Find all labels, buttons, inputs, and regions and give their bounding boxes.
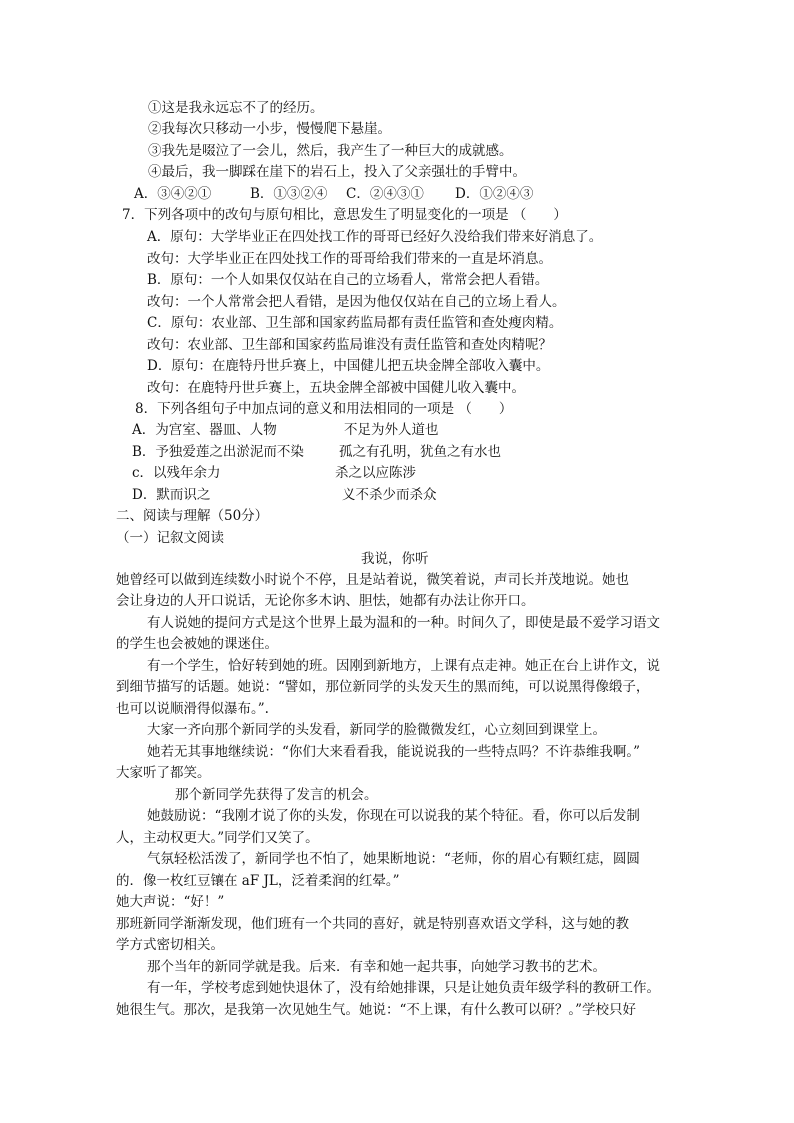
q7-a-original: A．原句：大学毕业正在四处找工作的哥哥已经好久没给我们带来好消息了。 <box>147 229 603 245</box>
q6-option-c: C．②④③① <box>346 186 424 202</box>
passage-line: 那班新同学渐渐发现，他们班有一个共同的喜好，就是特别喜欢语文学科，这与她的教 <box>116 916 629 932</box>
q7-a-revised: 改句：大学毕业正在四处找工作的哥哥给我们带来的一直是坏消息。 <box>147 251 552 267</box>
q6-sentence-1: ①这是我永远忘不了的经历。 <box>148 100 324 116</box>
q8-d-right: 义不杀少而杀众 <box>342 487 437 503</box>
passage-title: 我说，你听 <box>361 551 429 567</box>
passage-line: 的．像一枚红豆镶在 aF JL，泛着柔润的红晕。” <box>116 873 400 889</box>
passage-line: 那个新同学先获得了发言的机会。 <box>175 787 378 803</box>
passage-line: 她鼓励说：“我刚才说了你的头发，你现在可以说我的某个特征。看，你可以后发制 <box>147 808 640 824</box>
passage-line: 有一年，学校考虑到她快退休了，没有给她排课，只是让她负责年级学科的教研工作。 <box>147 980 660 996</box>
q7-d-original: D．原句：在鹿特丹世乒赛上，中国健儿把五块金牌全部收入囊中。 <box>147 358 550 374</box>
passage-line: 大家听了都笑。 <box>116 765 211 781</box>
q8-a-right: 不足为外人道也 <box>344 422 439 438</box>
subsection-heading: （一）记叙文阅读 <box>116 530 224 546</box>
q7-stem: 7．下列各项中的改句与原句相比，意思发生了明显变化的一项是 （ ） <box>122 207 567 223</box>
passage-line: 人，主动权更大。”同学们又笑了。 <box>116 830 319 846</box>
passage-line: 有一个学生，恰好转到她的班。因刚到新地方，上课有点走神。她正在台上讲作文，说 <box>147 658 660 674</box>
passage-line: 学方式密切相关。 <box>116 937 224 953</box>
q8-b-right: 孤之有孔明，犹鱼之有水也 <box>339 444 501 460</box>
passage-line: 那个当年的新同学就是我。后来．有幸和她一起共事，向她学习教书的艺术。 <box>147 959 606 975</box>
passage-line: 她大声说：“好！” <box>116 894 225 910</box>
q6-option-b: B．①③②④ <box>250 186 328 202</box>
q8-b-left: B．予独爱莲之出淤泥而不染 <box>132 444 304 460</box>
q8-c-left: c．以残年余力 <box>132 465 221 481</box>
q8-c-right: 杀之以应陈涉 <box>335 465 416 481</box>
q8-d-left: D．默而识之 <box>132 487 211 503</box>
passage-line: 她很生气。那次，是我第一次见她生气。她说：“不上课，有什么教可以研？。”学校只好 <box>116 1002 637 1018</box>
passage-line: 也可以说顺滑得似瀑布。”. <box>116 701 269 717</box>
q7-c-original: C．原句：农业部、卫生部和国家药监局都有责任监管和查处瘦肉精。 <box>147 315 563 331</box>
q6-option-d: D．①②④③ <box>455 186 534 202</box>
passage-line: 气氛轻松活泼了，新同学也不怕了，她果断地说：“老师，你的眉心有颗红痣，圆圆 <box>147 851 640 867</box>
q6-sentence-4: ④最后，我一脚踩在崖下的岩石上，投入了父亲强壮的手臂中。 <box>148 164 526 180</box>
q6-option-a: A．③④②① <box>134 186 212 202</box>
q7-b-original: B．原句：一个人如果仅仅站在自己的立场看人，常常会把人看错。 <box>147 272 549 288</box>
section-heading: 二、阅读与理解（50分） <box>116 508 269 524</box>
q7-b-revised: 改句：一个人常常会把人看错，是因为他仅仅站在自己的立场上看人。 <box>147 294 566 310</box>
q6-sentence-2: ②我每次只移动一小步，慢慢爬下悬崖。 <box>148 121 391 137</box>
q7-d-revised: 改句：在鹿特丹世乒赛上，五块金牌全部被中国健儿收入囊中。 <box>147 380 525 396</box>
q7-c-revised: 改句：农业部、卫生部和国家药监局谁没有责任监管和查处肉精呢？ <box>147 337 552 353</box>
passage-line: 有人说她的提问方式是这个世界上最为温和的一种。时间久了，即使是最不爱学习语文 <box>147 615 660 631</box>
passage-line: 她若无其事地继续说：“你们大来看看我，能说说我的一些特点吗？不许恭维我啊。” <box>147 744 641 760</box>
q8-stem: 8．下列各组句子中加点词的意义和用法相同的一项是 （ ） <box>135 401 513 417</box>
q6-sentence-3: ③我先是啜泣了一会儿，然后，我产生了一种巨大的成就感。 <box>148 143 513 159</box>
passage-line: 会让身边的人开口说话，无论你多木讷、胆怯，她都有办法让你开口。 <box>116 593 535 609</box>
passage-line: 她曾经可以做到连续数小时说个不停，且是站着说，微笑着说，声司长并茂地说。她也 <box>116 572 629 588</box>
passage-line: 到细节描写的话题。她说：“譬如，那位新同学的头发天生的黑而纯，可以说黑得像缎子， <box>116 679 650 695</box>
q8-a-left: A．为宫室、器皿、人物 <box>132 422 277 438</box>
q6-options <box>134 184 533 204</box>
passage-line: 大家一齐向那个新同学的头发看，新同学的脸微微发红，心立刻回到课堂上。 <box>147 722 606 738</box>
passage-line: 的学生也会被她的课迷住。 <box>116 636 278 652</box>
